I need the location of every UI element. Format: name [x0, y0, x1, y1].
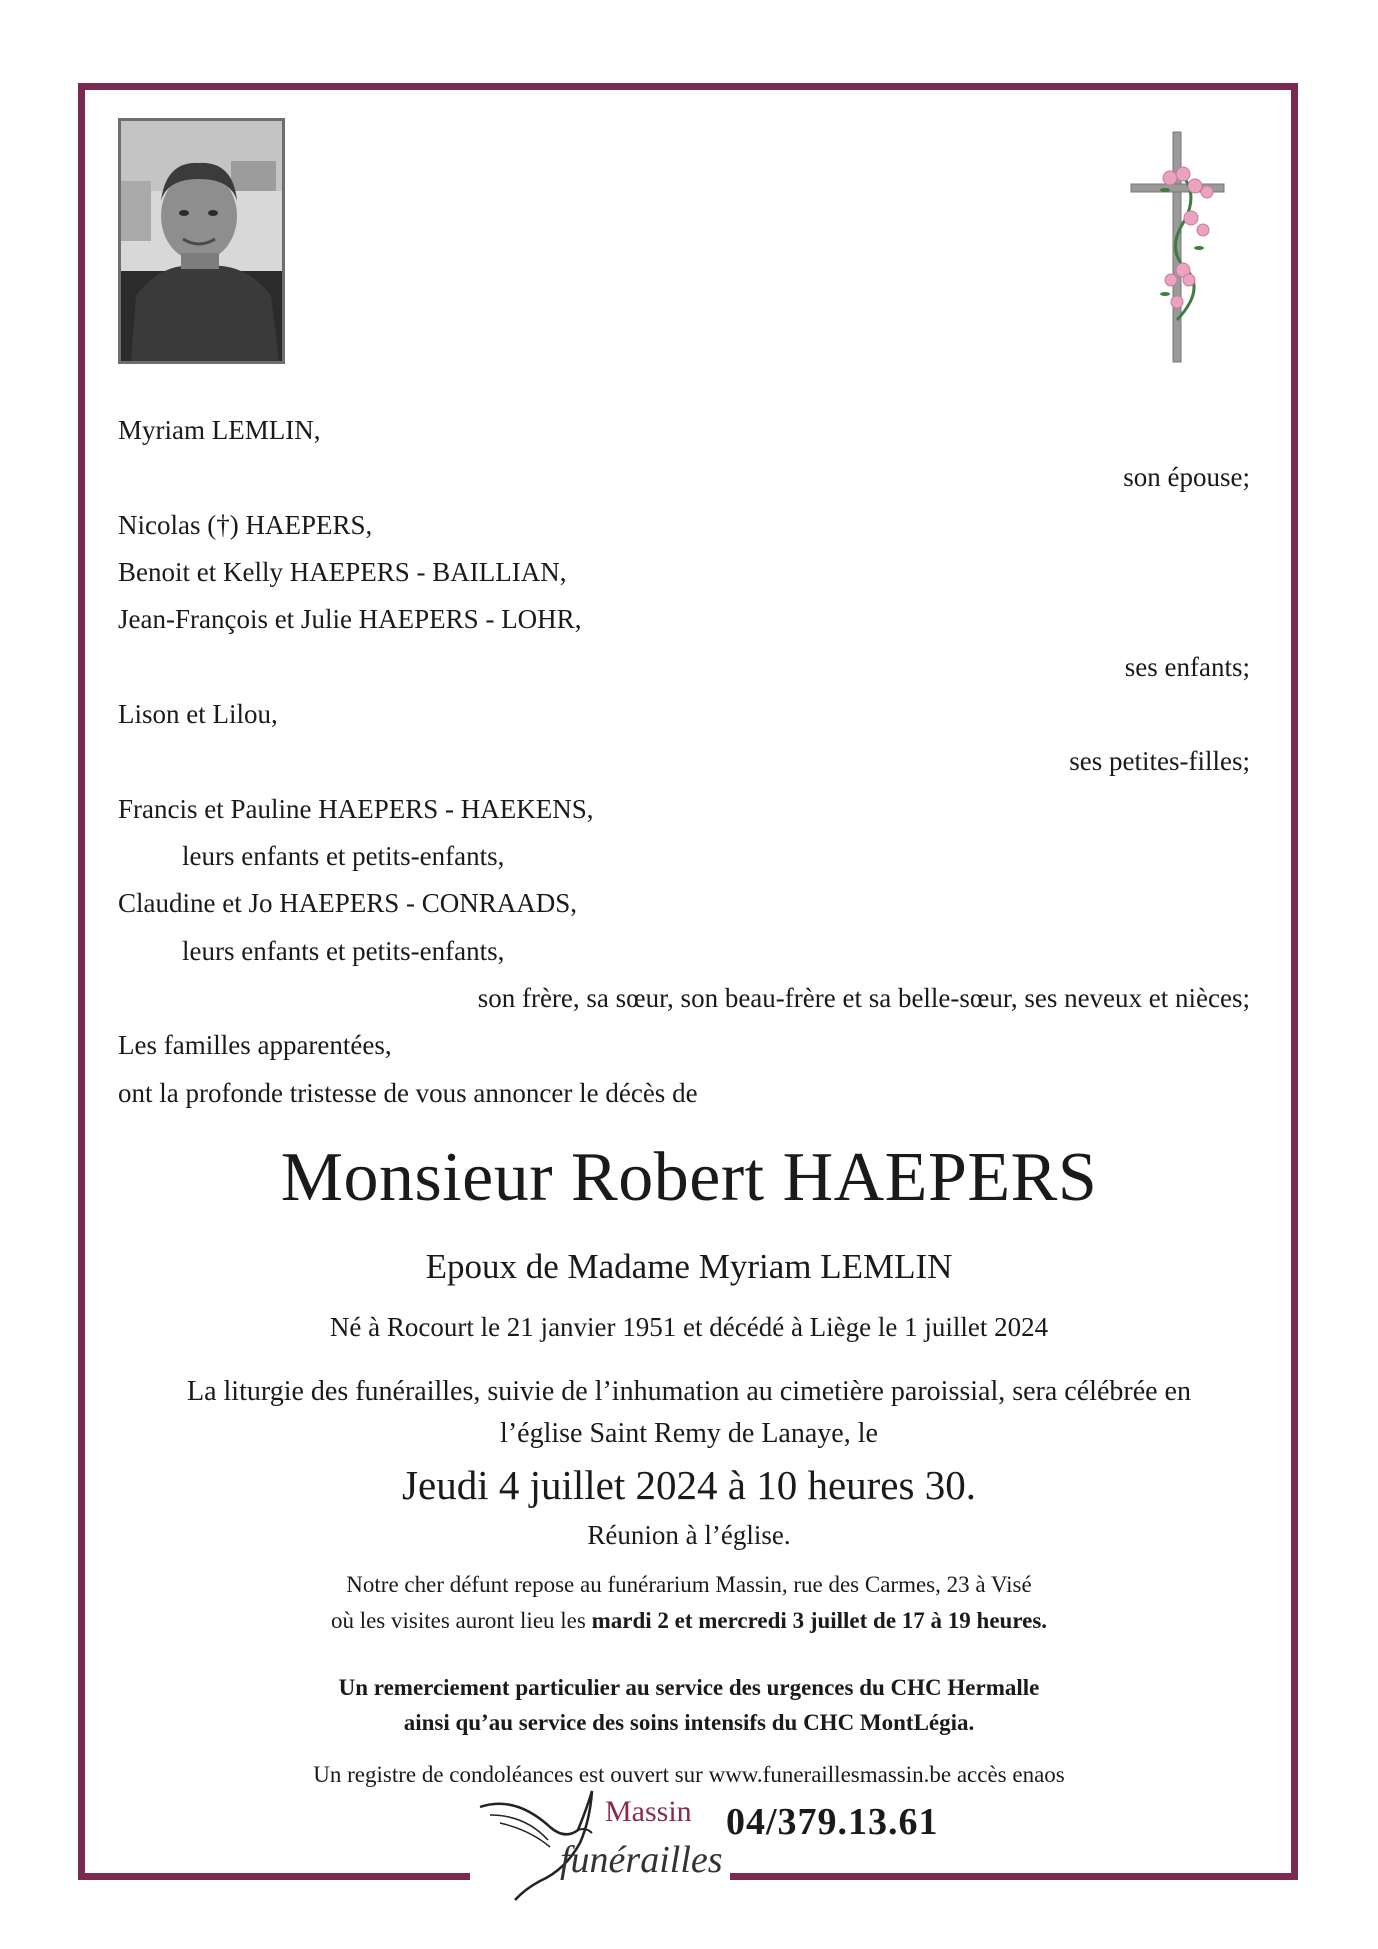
liturgy-line-1: La liturgie des funérailles, suivie de l’inhumation au cimetière paroissial, sera célébrée en: [187, 1376, 1191, 1407]
condolence-register: Un registre de condoléances est ouvert sur www.funeraillesmassin.be accès enaos: [313, 1762, 1065, 1787]
portrait-image: [121, 121, 282, 361]
sibling-2: Claudine et Jo HAEPERS - CONRAADS,: [118, 888, 578, 918]
birth-death-dates: Né à Rocourt le 21 janvier 1951 et décédé à Liège le 1 juillet 2024: [329, 1312, 1049, 1342]
child-1: Nicolas (†) HAEPERS,: [118, 510, 373, 540]
sibling-1: Francis et Pauline HAEPERS - HAEKENS,: [118, 794, 594, 824]
sibling-1-descendants: leurs enfants et petits-enfants,: [182, 841, 505, 871]
related-families: Les familles apparentées,: [118, 1030, 392, 1060]
visitation-line-2: [80, 1606, 1298, 1636]
child-2: Benoit et Kelly HAEPERS - BAILLIAN,: [118, 557, 567, 587]
thanks-line-2: ainsi qu’au service des soins intensifs du CHC MontLégia.: [403, 1710, 975, 1735]
portrait-photo: [118, 118, 285, 364]
ceremony-date-time: Jeudi 4 juillet 2024 à 10 heures 30.: [402, 1462, 976, 1508]
liturgy-line-2: l’église Saint Remy de Lanaye, le: [500, 1418, 878, 1449]
brand-massin: Massin: [605, 1795, 692, 1828]
announcement-line: ont la profonde tristesse de vous annoncer le décès de: [118, 1078, 698, 1108]
visitation-line-1: Notre cher défunt repose au funérarium Massin, rue des Carmes, 23 à Visé: [346, 1572, 1032, 1597]
spouse-name: Myriam LEMLIN,: [118, 415, 321, 445]
child-3: Jean-François et Julie HAEPERS - LOHR,: [118, 604, 582, 634]
flower-cross-icon: [1125, 130, 1230, 365]
meeting-location: Réunion à l’église.: [587, 1520, 791, 1550]
deceased-name: Monsieur Robert HAEPERS: [280, 1139, 1098, 1216]
siblings-role: son frère, sa sœur, son beau-frère et sa belle-sœur, ses neveux et nièces;: [477, 983, 1250, 1013]
spouse-role: son épouse;: [1123, 462, 1250, 492]
visitation-dates: mardi 2 et mercredi 3 juillet de 17 à 19 heures.: [591, 1608, 1048, 1633]
phone-number: 04/379.13.61: [726, 1801, 939, 1843]
brand-funerailles: funérailles: [560, 1839, 723, 1881]
granddaughters: Lison et Lilou,: [118, 699, 278, 729]
granddaughters-role: ses petites-filles;: [1069, 746, 1250, 776]
thanks-line-1: Un remerciement particulier au service des urgences du CHC Hermalle: [338, 1675, 1040, 1700]
children-role: ses enfants;: [1124, 652, 1250, 682]
sibling-2-descendants: leurs enfants et petits-enfants,: [182, 936, 505, 966]
spouse-line: Epoux de Madame Myriam LEMLIN: [425, 1247, 953, 1286]
visitation-prefix: où les visites auront lieu les: [330, 1608, 592, 1633]
